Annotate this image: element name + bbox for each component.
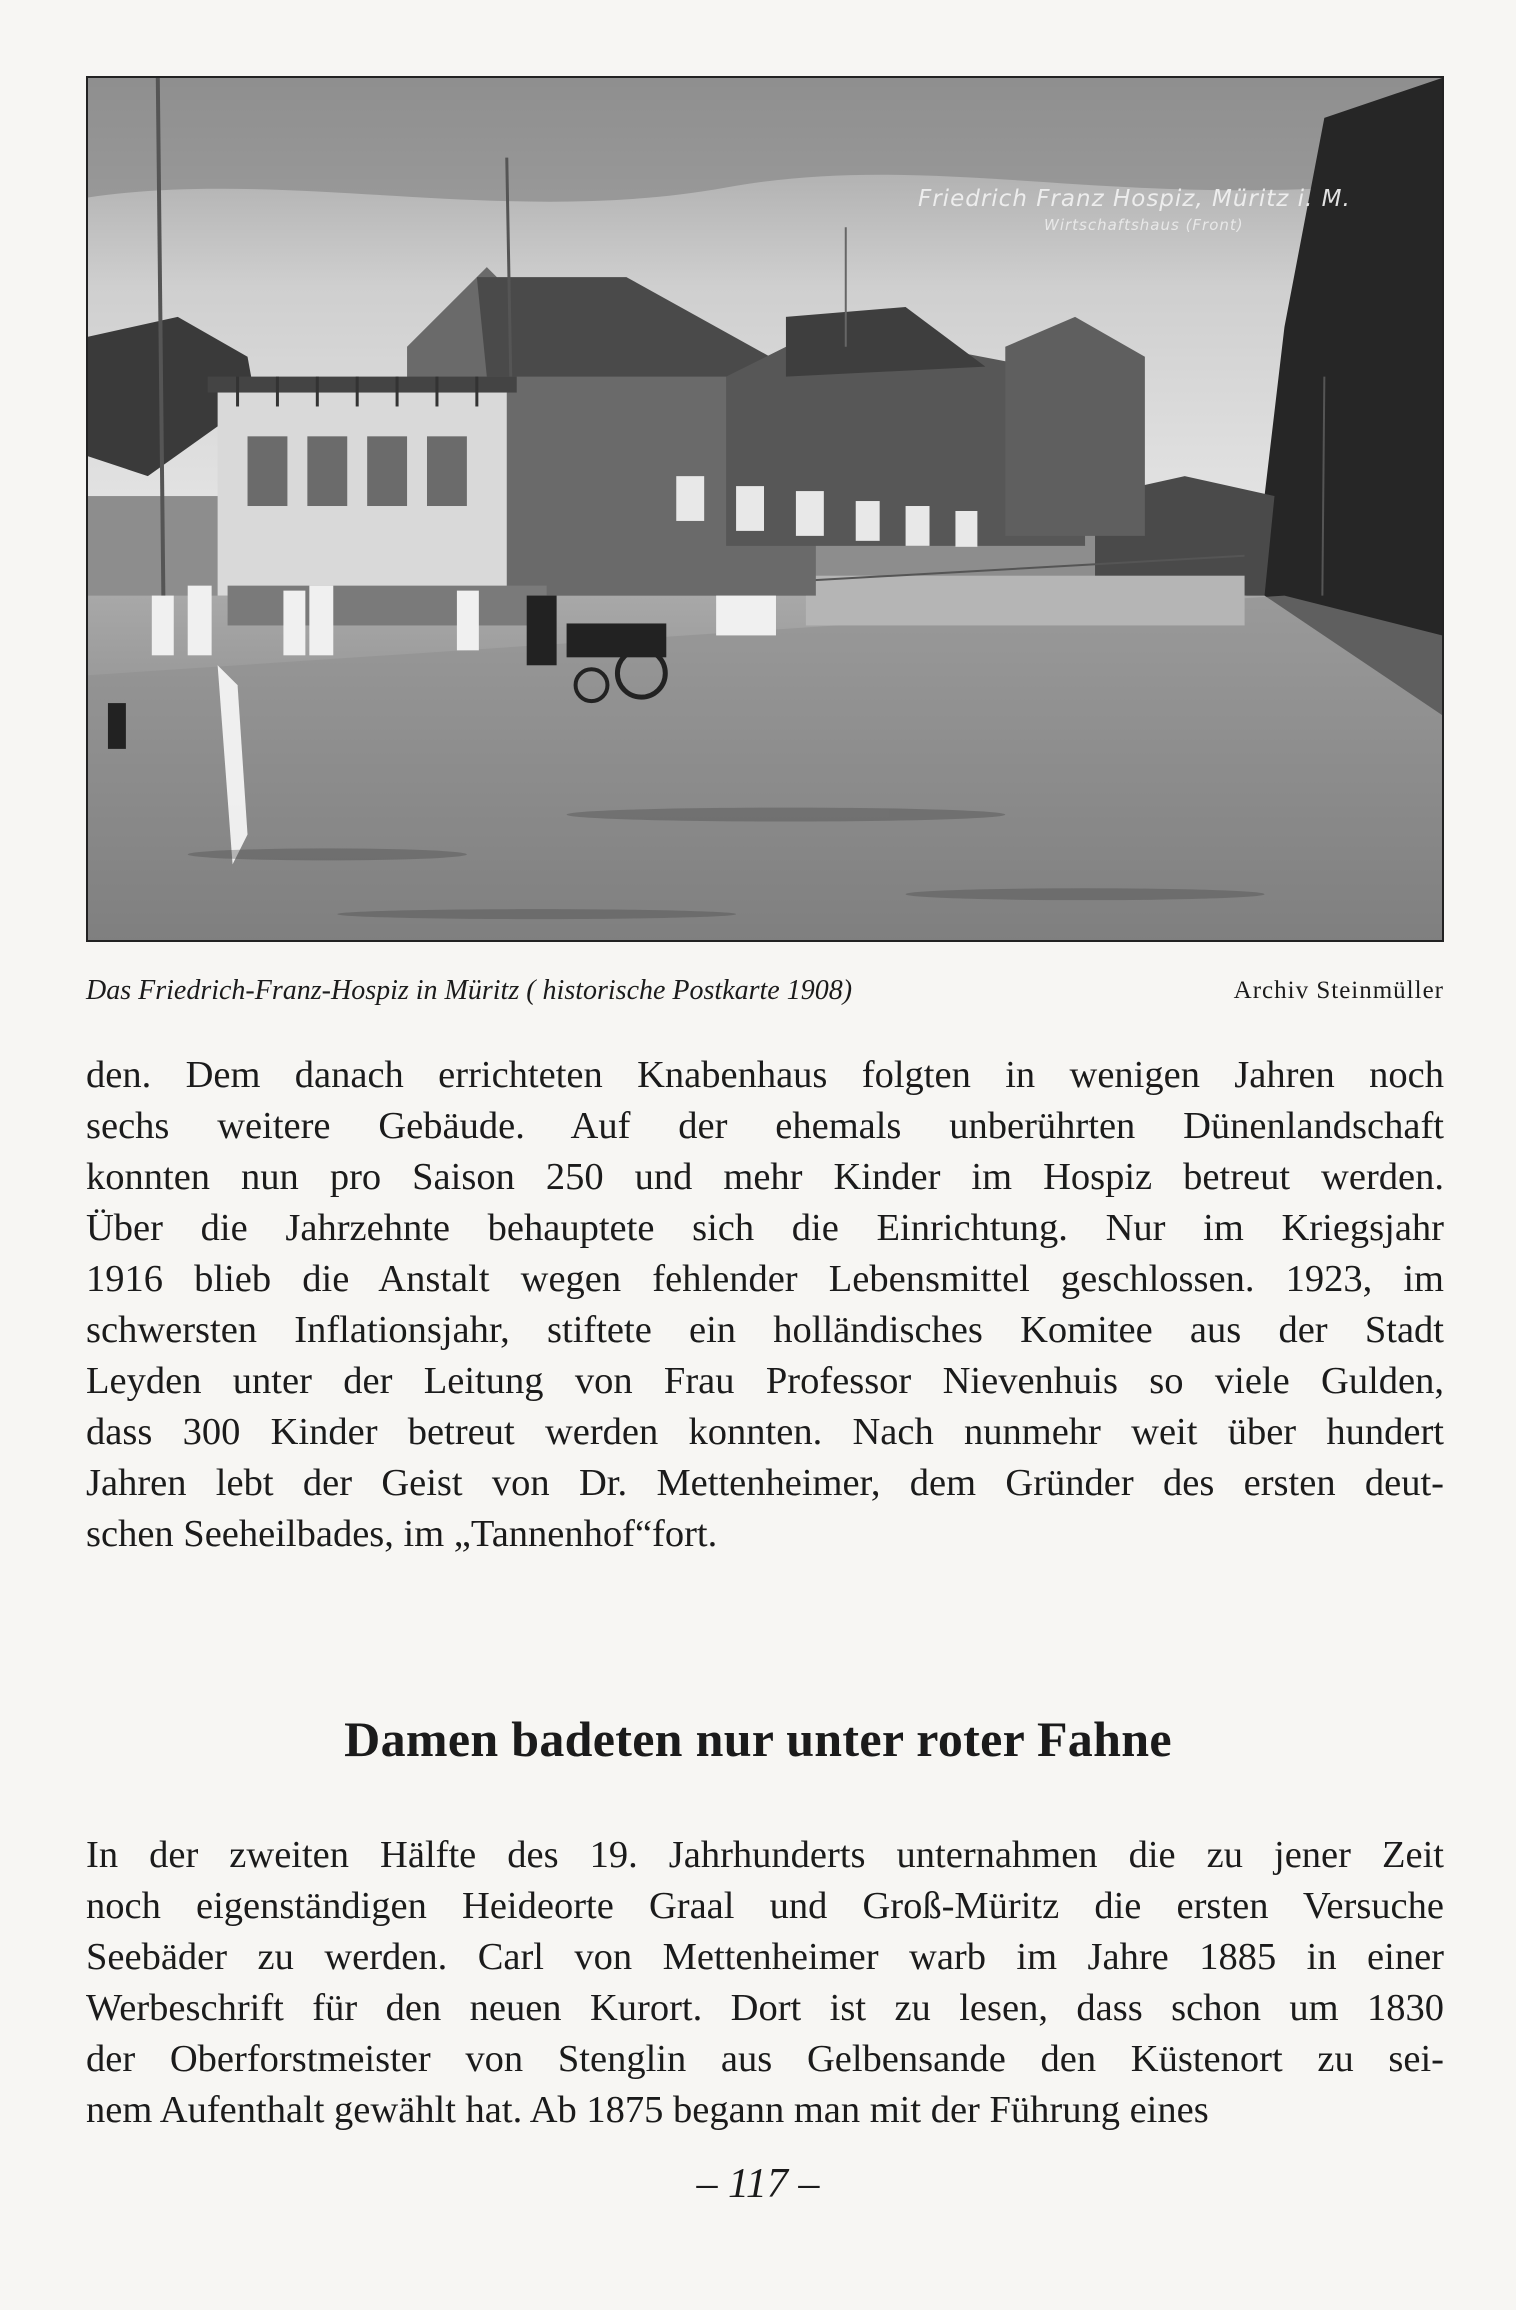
- paragraph-line: schwersten Inflationsjahr, stiftete ein holländisches Komitee aus der Stadt: [86, 1309, 1444, 1351]
- paragraph-line: dass 300 Kinder betreut werden konnten. Nach nunmehr weit über hundert: [86, 1411, 1444, 1453]
- paragraph-line: Werbeschrift für den neuen Kurort. Dort ist zu lesen, dass schon um 1830: [86, 1987, 1444, 2029]
- historical-postcard-photo: [86, 76, 1444, 942]
- paragraph-line: sechs weitere Gebäude. Auf der ehemals unberührten Dünenlandschaft: [86, 1105, 1444, 1147]
- caption-text: Das Friedrich-Franz-Hospiz in Müritz ( historische Postkarte 1908): [86, 975, 853, 1006]
- postcard-title: Friedrich Franz Hospiz, Müritz i. M.: [918, 186, 1351, 212]
- paragraph-line: konnten nun pro Saison 250 und mehr Kinder im Hospiz betreut werden.: [86, 1156, 1444, 1198]
- paragraph-2: [86, 1830, 1444, 2136]
- paragraph-line: noch eigenständigen Heideorte Graal und Groß-Müritz die ersten Versuche: [86, 1885, 1444, 1927]
- paragraph-line: Leyden unter der Leitung von Frau Professor Nievenhuis so viele Gulden,: [86, 1360, 1444, 1402]
- paragraph-line: Über die Jahrzehnte behauptete sich die Einrichtung. Nur im Kriegsjahr: [86, 1207, 1444, 1249]
- paragraph-line: der Oberforstmeister von Stenglin aus Gelbensande den Küstenort zu sei-: [86, 2038, 1444, 2080]
- paragraph-line: 1916 blieb die Anstalt wegen fehlender Lebensmittel geschlossen. 1923, im: [86, 1258, 1444, 1300]
- paragraph-line: Jahren lebt der Geist von Dr. Mettenheimer, dem Gründer des ersten deut-: [86, 1462, 1444, 1504]
- caption-credit: Archiv Steinmüller: [1233, 977, 1444, 1004]
- paragraph-line: In der zweiten Hälfte des 19. Jahrhunderts unternahmen die zu jener Zeit: [86, 1834, 1444, 1876]
- postcard-subtitle: Wirtschaftshaus (Front): [1044, 216, 1244, 234]
- postcard-inscription: [918, 186, 1418, 234]
- figure-caption: [86, 975, 1444, 1015]
- section-heading: Damen badeten nur unter roter Fahne: [344, 1711, 1172, 1767]
- paragraph-line: den. Dem danach errichteten Knabenhaus folgten in wenigen Jahren noch: [86, 1054, 1444, 1096]
- paragraph-1: [86, 1050, 1444, 1560]
- paragraph-line: nem Aufenthalt gewählt hat. Ab 1875 begann man mit der Führung eines: [86, 2089, 1209, 2131]
- page-number: – 117 –: [696, 2161, 820, 2207]
- paragraph-line: Seebäder zu werden. Carl von Mettenheimer warb im Jahre 1885 in einer: [86, 1936, 1444, 1978]
- paragraph-line: schen Seeheilbades, im „Tannenhof“fort.: [86, 1513, 718, 1555]
